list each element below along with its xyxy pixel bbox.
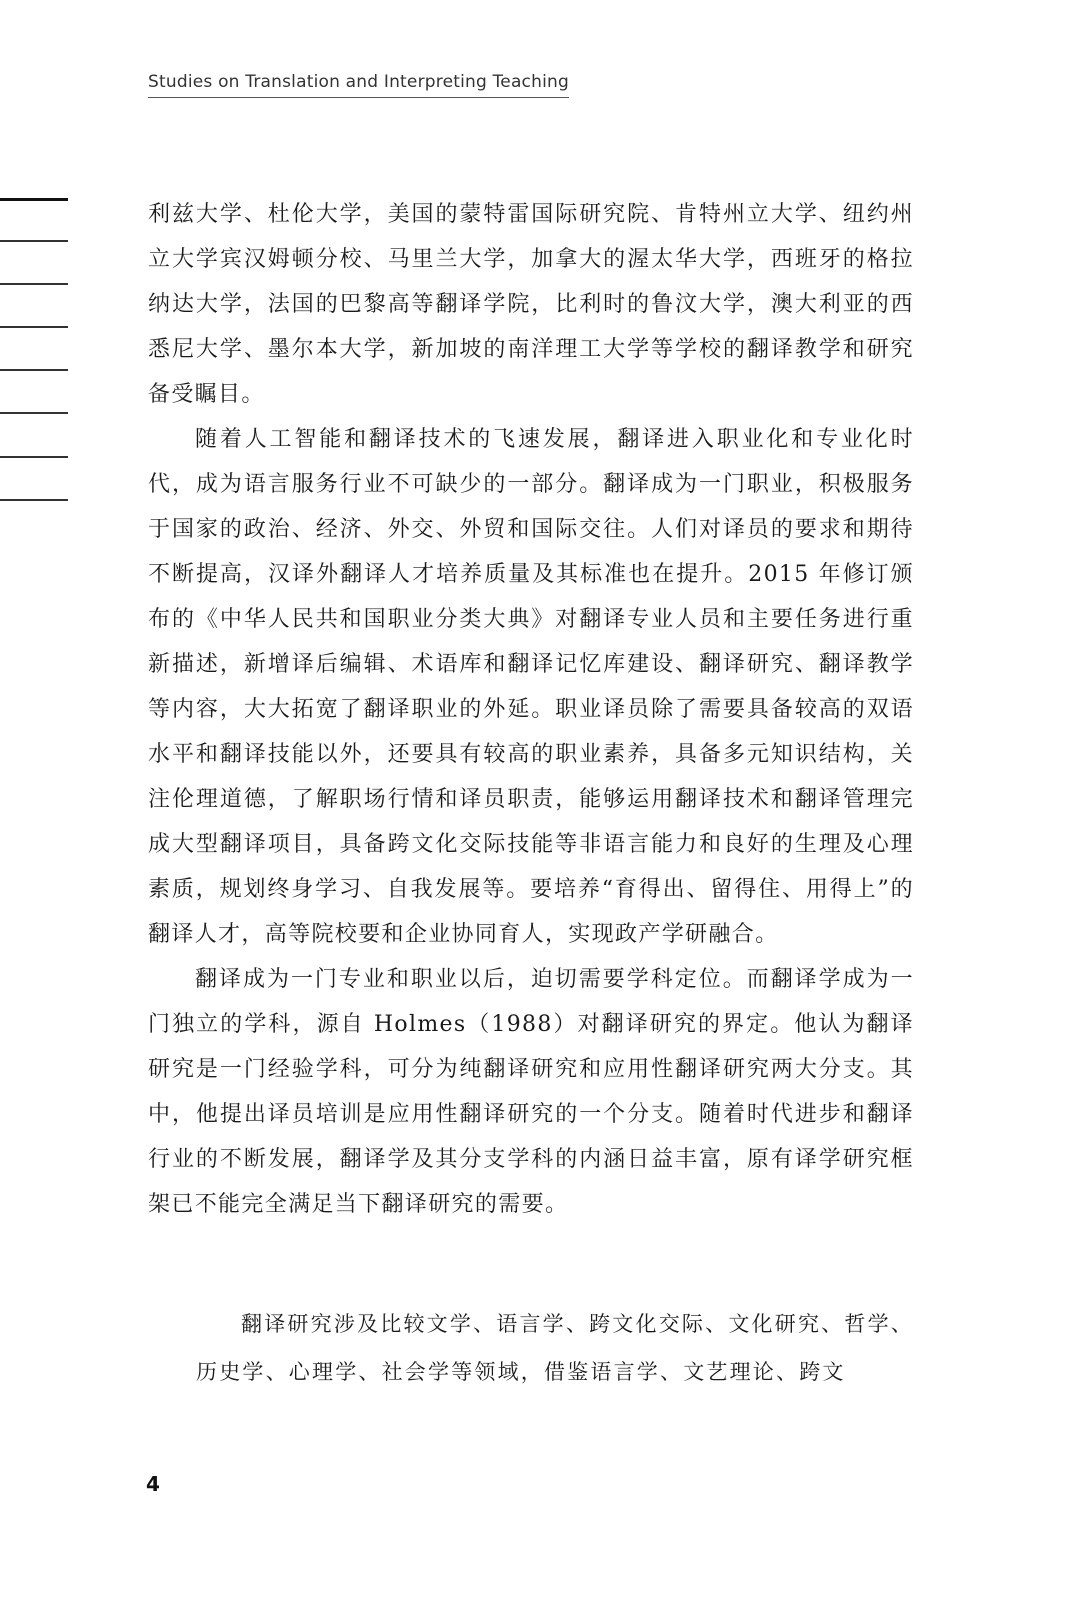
paragraph-translation-profession: 随着人工智能和翻译技术的飞速发展，翻译进入职业化和专业化时代，成为语言服务行业不可缺少的一部分。翻译成为一门职业，积极服务于国家的政治、经济、外交、外贸和国际交往。人们对译员的要求和期待不断提高，汉译外翻译人才培养质量及其标准也在提升。2015 年修订颁布的《中华人民共和国职业分类大典》对翻译专业人员和主要任务进行重新描述，新增译后编辑、术语库和翻译记忆库建设、翻译研究、翻译教学等内容，大大拓宽了翻译职业的外延。职业译员除了需要具备较高的双语水平和翻译技能以外，还要具有较高的职业素养，具备多元知识结构，关注伦理道德，了解职场行情和译员职责，能够运用翻译技术和翻译管理完成大型翻译项目，具备跨文化交际技能等非语言能力和良好的生理及心理素质，规划终身学习、自我发展等。要培养“育得出、留得住、用得上”的翻译人才，高等院校要和企业协同育人，实现政产学研融合。 [148, 427, 914, 947]
margin-rule [0, 412, 68, 414]
margin-rule [0, 456, 68, 458]
page-number: 4 [146, 1472, 160, 1496]
body-text [148, 192, 914, 1227]
quote-block [196, 1300, 914, 1396]
paragraph-continuation: 利兹大学、杜伦大学，美国的蒙特雷国际研究院、肯特州立大学、纽约州立大学宾汉姆顿分校、马里兰大学，加拿大的渥太华大学，西班牙的格拉纳达大学，法国的巴黎高等翻译学院，比利时的鲁汶大学，澳大利亚的西悉尼大学、墨尔本大学，新加坡的南洋理工大学等学校的翻译教学和研究备受瞩目。 [148, 202, 914, 407]
margin-rule [0, 326, 68, 328]
margin-rule [0, 198, 68, 201]
quote-text: 翻译研究涉及比较文学、语言学、跨文化交际、文化研究、哲学、历史学、心理学、社会学等领域，借鉴语言学、文艺理论、跨文 [196, 1312, 914, 1384]
margin-rule [0, 499, 68, 501]
margin-rule [0, 369, 68, 371]
margin-rule [0, 240, 68, 242]
running-header: Studies on Translation and Interpreting Teaching [148, 72, 569, 98]
paragraph-discipline-positioning: 翻译成为一门专业和职业以后，迫切需要学科定位。而翻译学成为一门独立的学科，源自 Holmes（1988）对翻译研究的界定。他认为翻译研究是一门经验学科，可分为纯翻译研究和应用性翻译研究两大分支。其中，他提出译员培训是应用性翻译研究的一个分支。随着时代进步和翻译行业的不断发展，翻译学及其分支学科的内涵日益丰富，原有译学研究框架已不能完全满足当下翻译研究的需要。 [148, 967, 914, 1217]
margin-rule [0, 283, 68, 285]
